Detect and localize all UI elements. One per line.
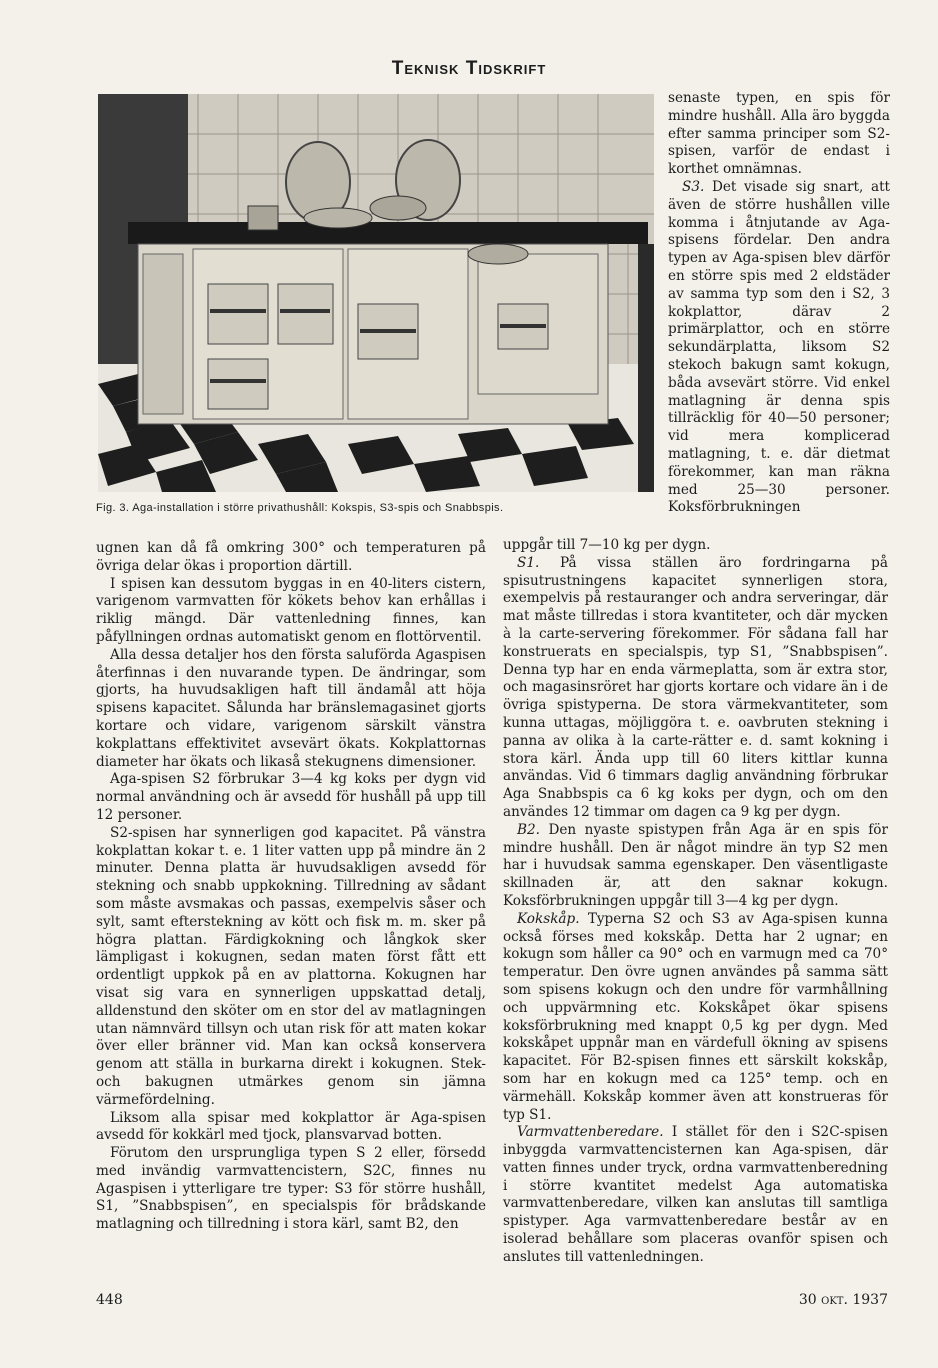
figure-caption: Fig. 3. Aga-installation i större privathushåll: Kokspis, S3-spis och Snabbspis. [96,502,504,514]
paragraph [503,911,888,1125]
right-top-column [668,90,890,517]
paragraph-text: Det visade sig snart, att även de större hushållen ville komma i åtnjutande av Aga-spisens fördelar. Den andra typen av Aga-spisen blev därför en större spis med 2 eldstäder av samma typ som den i S2, 3 kokplattor, därav 2 primärplattor, och en större sekundärplatta, liksom S2 stekoch bakugn samt kokugn, båda avsevärt större. Vid enkel matlagning är denna spis tillräcklig för 40—50 personer; vid mera komplicerad matlagning, t. e. där dietmat förekommer, kan man räkna med 25—30 personer. Koksförbrukningen [668,178,890,516]
paragraph: uppgår till 7—10 kg per dygn. [503,537,711,553]
paragraph [503,555,888,822]
paragraph-text: Typerna S2 och S3 av Aga-spisen kunna också förses med kokskåp. Detta har 2 ugnar; en kokugn som håller ca 90° och en varmugn med ca 70° temperatur. Den övre ugnen användes på samma sätt som spisens kokugn och den undre för varmhållning och uppvärmning etc. Kokskåpet ökar spisens koksförbrukning med knappt 0,5 kg per dygn. Med kokskåpet uppnår man en värdefull ökning av spisens kapacitet. För B2-spisen finnes ett särskilt kokskåp, som har en kokugn med ca 125° temp. och en värmehäll. Kokskåp kommer även att konstrueras för typ S1. [503,910,888,1123]
issue-date: 30 okt. 1937 [798,1292,888,1308]
paragraph [668,179,890,517]
paragraph: Alla dessa detaljer hos den första saluförda Agaspisen återfinnas i den nuvarande typen. De ändringar, som gjorts, ha huvudsakligen haft till ändamål att höja spisens kapacitet. Sålunda har bränslemagasinet gjorts kortare och vidare, varigenom särskilt vänstra kokplattans effektivitet avsevärt ökats. Kokplattornas diameter har ökats och likaså stekugnens dimensioner. [96,646,486,770]
stove-illustration [98,94,654,492]
paragraph [503,822,888,911]
paragraph: senaste typen, en spis för mindre hushåll. Alla äro byggda efter samma principer som S2-spisen, varför de endast i korthet omnämnas. [668,90,890,178]
paragraph: I spisen kan dessutom byggas in en 40-liters cistern, varigenom varmvatten för kökets behov kan erhållas i riklig mängd. Där vattenledning finnes, kan påfyllningen ordnas automatiskt genom en flottörventil. [96,575,486,645]
page-number: 448 [96,1292,123,1308]
paragraph: S2-spisen har synnerligen god kapacitet. På vänstra kokplattan kokar t. e. 1 liter vatten upp på mindre än 2 minuter. Denna platta är huvudsakligen avsedd för stekning och snabb uppkokning. Tillredning av sådant som måste avsmakas och passas, exempelvis såser och sylt, samt efterstekning av kött och fisk m. m. sker på högra plattan. Färdigkokning och långkok sker lämpligast i kokugnen, sedan maten först fått ett ordentligt uppkok på en av plattorna. Kokugnen har visat sig vara en synnerligen uppskattad detalj, alldenstund den sköter om en stor del av matlagningen utan nämnvärd tillsyn och utan risk för att maten kokar över eller bränner vid. Man kan också konservera genom att ställa in burkarna direkt i kokugnen. Stek- och bakugnen utmärkes genom sin jämna värmefördelning. [96,824,486,1108]
section-label: S3. [682,178,705,195]
paragraph-text: Den nyaste spistypen från Aga är en spis för mindre hushåll. Den är något mindre än typ S2 men har i huvudsak samma egenskaper. Den väsentligaste skillnaden är, att den saknar kokugn. Koksförbrukningen uppgår till 3—4 kg per dygn. [503,821,888,909]
left-column [96,540,486,1234]
stove-photograph [98,94,654,492]
paragraph: Liksom alla spisar med kokplattor är Aga-spisen avsedd för kokkärl med tjock, plansvarvad botten. [96,1109,486,1144]
paragraph-text: På vissa ställen äro fordringarna på spisutrustningens kapacitet synnerligen stora, exempelvis på restauranger och andra serveringar, där mat måste tillredas i stora kvantiteter, och där mycken à la carte-servering förekommer. För sådana fall har konstruerats en specialspis, typ S1, ”Snabbspisen”. Denna typ har en enda värmeplatta, som är extra stor, och magasinsröret har gjorts kortare och vidare än i de övriga spistyperna. De stora värmekvantiteter, som kunna uttagas, möjliggöra t. e. oavbruten stekning i panna av olika à la carte-rätter e. d. samt kokning i stora kärl. Ända upp till 60 liters kittlar kunna användas. Vid 6 timmars daglig användning förbrukar Aga Snabbspis ca 6 kg koks per dygn, och om den användes 12 timmar om dagen ca 9 kg per dygn. [503,554,888,820]
paragraph: Aga-spisen S2 förbrukar 3—4 kg koks per dygn vid normal användning och är avsedd för hushåll på upp till 12 personer. [96,771,486,823]
section-label: B2. [517,821,540,838]
section-label: Varmvattenberedare. [517,1124,664,1141]
paragraph: ugnen kan då få omkring 300° och temperaturen på övriga delar ökas i proportion därtill. [96,540,486,574]
right-column [503,537,888,1267]
section-label: S1. [517,554,540,571]
paragraph [503,1124,888,1266]
paragraph: Förutom den ursprungliga typen S 2 eller, försedd med invändig varmvattencistern, S2C, finnes nu Agaspisen i ytterligare tre typer: S3 för större hushåll, S1, ”Snabbspisen”, en specialspis för brådskande matlagning och tillredning i stora kärl, samt B2, den [96,1145,486,1233]
paragraph-text: I stället för den i S2C-spisen inbyggda varmvattencisternen kan Aga-spisen, där vatten finnes under tryck, ordna varmvattenberedning i större kvantitet medelst Aga automatiska varmvattenberedare, vilken kan anslutas till samtliga spistyper. Aga varmvattenberedare består av en isolerad behållare som placeras ovanför spisen och anslutes till vattenledningen. [503,1124,888,1265]
journal-title: Teknisk Tidskrift [391,58,547,79]
section-label: Kokskåp. [517,910,580,927]
